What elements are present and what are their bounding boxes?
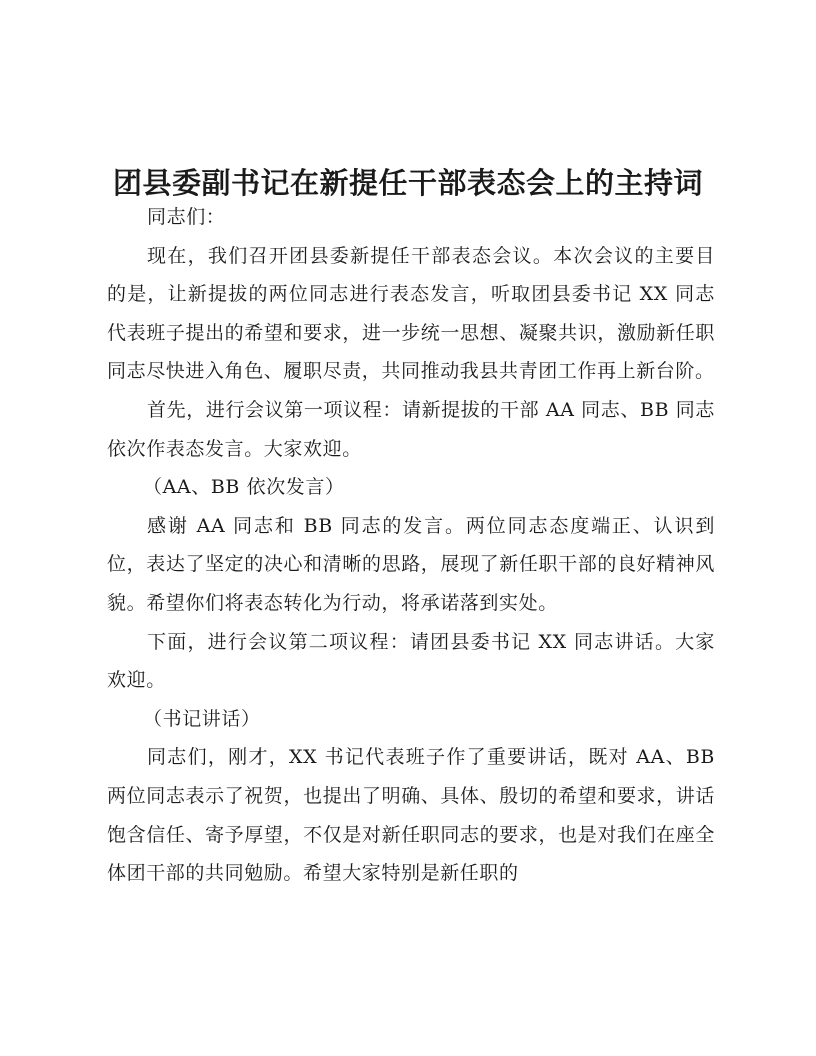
paragraph-agenda-two: 下面，进行会议第二项议程：请团县委书记 XX 同志讲话。大家欢迎。: [107, 630, 715, 692]
document-title: 团县委副书记在新提任干部表态会上的主持词: [112, 166, 703, 201]
paragraph-salutation: 同志们：: [147, 206, 226, 228]
paragraph-stage-note-speeches: （AA、BB 依次发言）: [143, 476, 345, 499]
document-body: [107, 198, 715, 893]
paragraph-stage-note-secretary: （书记讲话）: [143, 707, 261, 730]
paragraph-agenda-one: 首先，进行会议第一项议程：请新提拔的干部 AA 同志、BB 同志依次作表态发言。大家欢迎。: [107, 398, 715, 460]
paragraph-thanks: 感谢 AA 同志和 BB 同志的发言。两位同志态度端正、认识到位，表达了坚定的决心和清晰的思路，展现了新任职干部的良好精神风貌。希望你们将表态转化为行动，将承诺落到实处。: [107, 514, 715, 614]
paragraph-closing: 同志们，刚才，XX 书记代表班子作了重要讲话，既对 AA、BB 两位同志表示了祝贺，也提出了明确、具体、殷切的希望和要求，讲话饱含信任、寄予厚望，不仅是对新任职同志的要求，也是对我们在座全体团干部的共同勉励。希望大家特别是新任职的: [107, 746, 715, 885]
paragraph-opening: 现在，我们召开团县委新提任干部表态会议。本次会议的主要目的是，让新提拔的两位同志进行表态发言，听取团县委书记 XX 同志代表班子提出的希望和要求，进一步统一思想、凝聚共识，激励新任职同志尽快进入角色、履职尽责，共同推动我县共青团工作再上新台阶。: [107, 244, 715, 383]
